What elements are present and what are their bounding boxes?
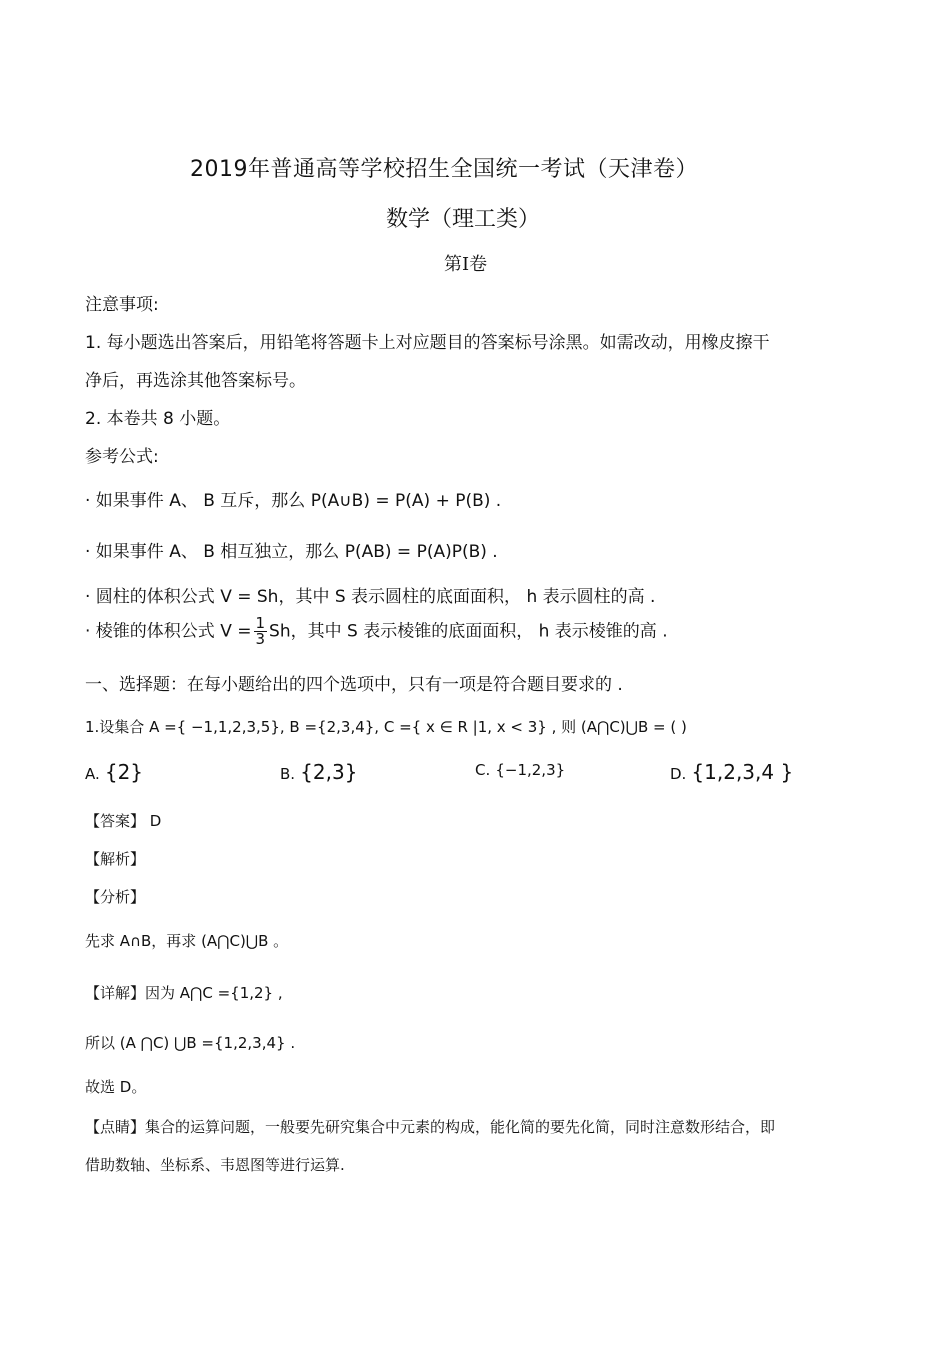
exam-title: 2019年普通高等学校招生全国统一考试（天津卷）	[190, 157, 698, 182]
formula-independent: · 如果事件 A、 B 相互独立，那么 P(AB) = P(A)P(B) .	[85, 542, 498, 562]
comment-line1: 【点睛】集合的运算问题，一般要先研究集合中元素的构成，能化简的要先化简，同时注意数形结合，即	[85, 1118, 776, 1136]
option-c-label: C.	[475, 761, 491, 779]
formula-pyramid-suffix: Sh，其中 S 表示棱锥的底面面积， h 表示棱锥的高 .	[269, 621, 668, 642]
option-b	[280, 760, 357, 784]
comment-line2: 借助数轴、坐标系、韦恩图等进行运算.	[85, 1156, 345, 1174]
formula-pyramid-prefix: · 棱锥的体积公式 V =	[85, 621, 252, 642]
option-d	[670, 760, 793, 784]
formula-pyramid-volume	[85, 616, 668, 647]
option-b-value: {2,3}	[300, 760, 358, 784]
exam-subtitle: 数学（理工类）	[386, 207, 541, 232]
option-a-label: A.	[85, 765, 100, 783]
formula-cylinder-volume: · 圆柱的体积公式 V = Sh，其中 S 表示圆柱的底面面积， h 表示圆柱的高 .	[85, 587, 656, 607]
notes-item1-line2: 净后，再选涂其他答案标号。	[85, 371, 306, 391]
detail-line: 【详解】因为 A⋂C ={1,2} ,	[85, 984, 283, 1002]
formula-mutually-exclusive: · 如果事件 A、 B 互斥，那么 P(A∪B) = P(A) + P(B) .	[85, 491, 502, 511]
option-d-value: {1,2,3,4 }	[691, 760, 794, 784]
option-c	[475, 760, 565, 779]
fraction-denominator: 3	[255, 630, 266, 648]
therefore-line: 所以 (A ⋂C) ⋃B ={1,2,3,4} .	[85, 1034, 296, 1052]
fenxi-text: 先求 A∩B，再求 (A⋂C)⋃B 。	[85, 932, 289, 950]
question1-stem: 1.设集合 A ={ −1,1,2,3,5}, B ={2,3,4}, C ={ x ∈ R |1, x < 3} , 则 (A⋂C)⋃B = ( )	[85, 718, 687, 736]
analysis-tag: 【解析】	[85, 850, 146, 868]
notes-heading: 注意事项:	[85, 295, 159, 315]
fenxi-tag: 【分析】	[85, 888, 146, 906]
volume-label: 第Ⅰ卷	[444, 254, 488, 275]
option-a-value: {2}	[104, 760, 144, 784]
option-c-value: {−1,2,3}	[495, 761, 566, 779]
option-a	[85, 760, 143, 784]
option-d-label: D.	[670, 765, 687, 783]
option-b-label: B.	[280, 765, 296, 783]
choose-line: 故选 D。	[85, 1078, 147, 1096]
fraction-one-third	[254, 616, 268, 647]
answer-line: 【答案】 D	[85, 812, 162, 830]
section-heading: 一、选择题：在每小题给出的四个选项中，只有一项是符合题目要求的 .	[85, 675, 623, 695]
fraction-numerator: 1	[255, 614, 266, 632]
notes-item2: 2. 本卷共 8 小题。	[85, 409, 231, 429]
notes-item1-line1: 1. 每小题选出答案后，用铅笔将答题卡上对应题目的答案标号涂黑。如需改动，用橡皮擦干	[85, 333, 770, 353]
formulas-heading: 参考公式:	[85, 447, 159, 467]
